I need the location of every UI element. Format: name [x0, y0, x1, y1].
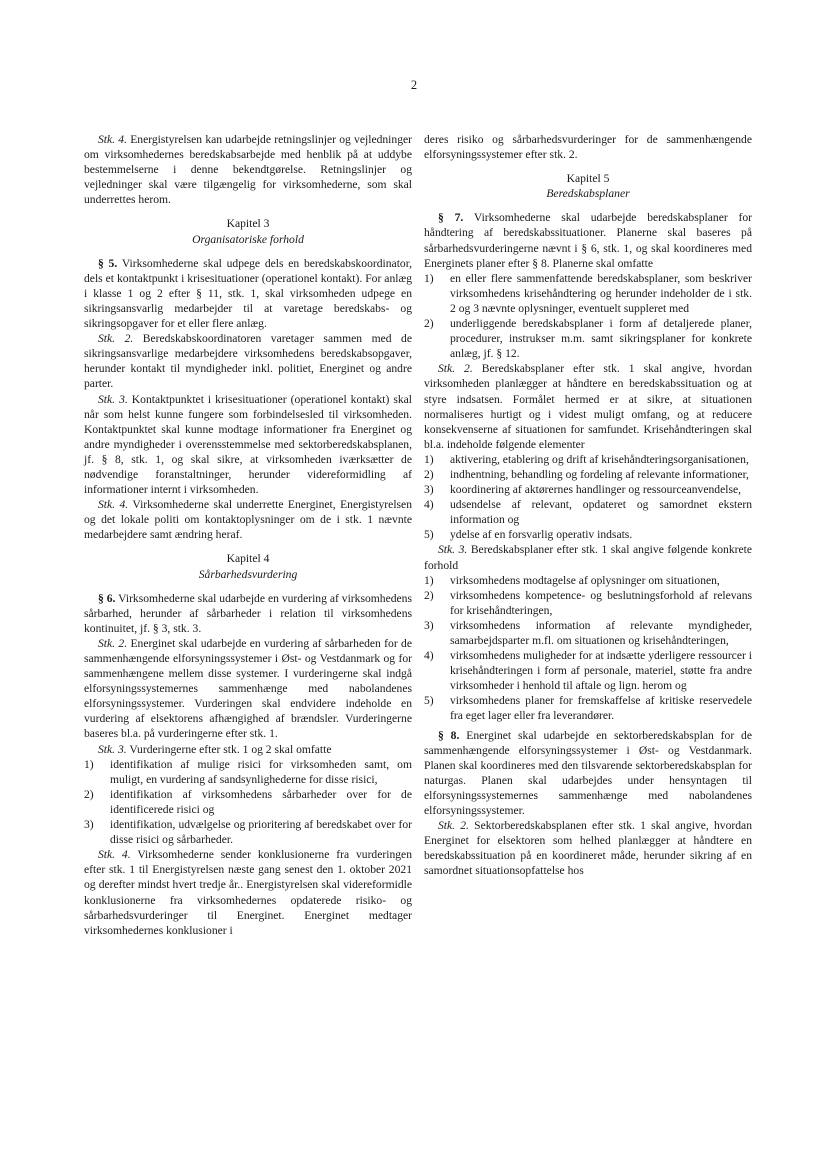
section-7-stk-3-list — [424, 573, 752, 724]
section-text: Energinet skal udarbejde en sektorberedskabsplan for de sammenhængende elforsyningssystemer i Øst- og Vestdanmark. Planen skal koordineres med den tilsvarende sektorberedskabsplan for naturgas. Planen skal udarbejdes under hensyntagen til elforsyningssystemernes sammenhænge med nabolandenes elforsyningssystemer. — [424, 728, 752, 818]
paragraph-text: Energistyrelsen kan udarbejde retningslinjer og vejledninger om virksomhedernes beredskabsarbejde med henblik på at uddybe bestemmelserne i denne bekendtgørelse. Retningslinjer og vejledninger skal være tilgængelig for virksomhederne, som skal underrettes herom. — [84, 133, 413, 207]
section-text: Virksomhederne skal udarbejde beredskabsplaner for håndtering af beredskabssituationer. Planerne skal baseres på sårbarhedsvurderingerne nævnt i § 6, stk. 1, og skal koordineres med Energinets planer efter § 8. Planerne skal omfatte — [424, 211, 753, 270]
section-5-stk-3 — [84, 392, 412, 498]
list-number: 2) — [424, 317, 434, 331]
section-5-stk-2 — [84, 331, 412, 391]
chapter-3-heading: Kapitel 3 — [226, 217, 270, 231]
chapter-4-heading: Kapitel 4 — [226, 552, 270, 566]
stk-text: Sektorberedskabsplanen efter stk. 1 skal angive, hvordan Energinet for elsektoren som helhed planlægger at håndtere en beredskabssituation på en koordineret måde, herunder sikring af en samordnet situationsopfattelse hos — [424, 819, 752, 878]
chapter-4-title: Sårbarhedsvurdering — [198, 567, 298, 581]
stk-text: Virksomhederne sender konklusionerne fra vurderingen efter stk. 1 til Energistyrelsen næste gang senest den 1. oktober 2021 og derefter mindst hvert tredje år.. Energistyrelsen skal videreformidle konklusionerne fra virksomhedernes opdaterede risiko- og sårbarhedsvurderinger til Energinet. Energinet medtager virksomhedernes konklusioner i — [84, 848, 412, 937]
section-6 — [84, 591, 412, 636]
chapter-5-title: Beredskabsplaner — [546, 187, 630, 201]
section-7-stk-2 — [424, 361, 752, 452]
list-text: ydelse af en forsvarlig operativ indsats. — [450, 528, 633, 542]
list-number: 1) — [84, 757, 94, 771]
list-item — [424, 527, 752, 542]
list-item — [424, 573, 752, 588]
section-7-stk-2-list — [424, 452, 752, 543]
stk-label: Stk. 3. — [438, 543, 468, 557]
list-item — [424, 482, 752, 497]
stk-label: Stk. 2. — [438, 819, 469, 833]
stk-label: Stk. 3. — [98, 392, 128, 406]
left-column — [84, 132, 412, 938]
stk-label: Stk. 4. — [98, 498, 129, 512]
section-mark: § 6. — [98, 591, 116, 605]
stk-label: Stk. 2. — [98, 332, 134, 346]
list-text: udsendelse af relevant, opdateret og samordnet ekstern information og — [450, 498, 752, 527]
stk-label: Stk. 4. — [98, 133, 127, 146]
section-6-stk-2 — [84, 636, 412, 742]
list-number: 3) — [424, 483, 434, 497]
list-item — [424, 648, 752, 693]
list-text: koordinering af aktørernes handlinger og ressourceanvendelse, — [450, 483, 742, 497]
list-text: aktivering, etablering og drift af krisehåndteringsorganisationen, — [450, 452, 749, 466]
list-number: 2) — [84, 787, 94, 801]
list-item — [84, 817, 412, 847]
list-number: 1) — [424, 271, 434, 285]
section-mark: § 5. — [98, 256, 118, 270]
section-5 — [84, 256, 412, 331]
list-number: 5) — [424, 694, 434, 708]
stk-text: Beredskabskoordinatoren varetager sammen med de sikringsansvarlige medarbejdere virksomhedens beredskabsopgaver, herunder kontakt til myndigheder inkl. politiet, Energinet og andre parter. — [84, 332, 412, 391]
section-7 — [424, 210, 752, 270]
paragraph-stk4-energistyrelsen — [84, 132, 412, 207]
stk-label: Stk. 3. — [98, 742, 127, 756]
stk-text: Beredskabsplaner efter stk. 1 skal angive følgende konkrete forhold — [424, 543, 753, 572]
section-text: Virksomhederne skal udarbejde en vurdering af virksomhedens sårbarhed, herunder af sårbarheder i relation til virksomhedens kontinuitet, jf. § 3, stk. 3. — [84, 591, 412, 635]
list-number: 2) — [424, 467, 434, 481]
continuation-text: deres risiko og sårbarhedsvurderinger for de sammenhængende elforsyningssystemer efter stk. 2. — [424, 133, 752, 162]
list-number: 1) — [424, 573, 434, 587]
section-7-list — [424, 271, 752, 362]
list-number: 3) — [424, 618, 434, 632]
list-item — [424, 497, 752, 527]
stk-text: Kontaktpunktet i krisesituationer (operationel kontakt) skal når som helst kunne fungere som forbindelsesled til virksomheden. Kontaktpunktet skal kunne modtage informationer fra Energinet og andre myndigheder i overensstemmelse med sektorberedskabsplanen, jf. § 8, stk. 1, og skal sikre, at virksomheden iværksætter de nødvendige foranstaltninger, herunder videreformidling af informationer internt i virksomheden. — [84, 392, 413, 497]
list-number: 4) — [424, 498, 434, 512]
list-item — [424, 467, 752, 482]
list-number: 5) — [424, 528, 434, 542]
list-text: identifikation, udvælgelse og prioritering af beredskabet over for disse risici og sårbarheder. — [110, 818, 412, 847]
right-column — [424, 132, 752, 879]
list-text: virksomhedens kompetence- og beslutningsforhold af relevans for krisehåndteringen, — [450, 588, 752, 617]
list-item — [84, 787, 412, 817]
stk-text: Vurderingerne efter stk. 1 og 2 skal omfatte — [129, 742, 332, 756]
chapter-5-heading: Kapitel 5 — [566, 172, 610, 186]
section-8-stk-2 — [424, 818, 752, 878]
list-number: 2) — [424, 588, 434, 602]
chapter-3-title: Organisatoriske forhold — [192, 232, 304, 246]
list-text: virksomhedens information af relevante myndigheder, samarbejdsparter m.fl. om situationen og krisehåndteringen, — [450, 618, 752, 647]
list-item — [424, 271, 752, 316]
section-6-stk-3-list — [84, 757, 412, 848]
list-text: virksomhedens planer for fremskaffelse af kritiske reservedele fra eget lager eller fra leverandører. — [450, 694, 752, 723]
stk-label: Stk. 2. — [98, 636, 128, 650]
list-number: 1) — [424, 452, 434, 466]
list-text: underliggende beredskabsplaner i form af detaljerede planer, procedurer, instrukser m.m. samt sikringsplaner for konkrete anlæg, jf. § 12. — [450, 317, 752, 361]
section-6-stk-3 — [84, 742, 412, 757]
list-text: indhentning, behandling og fordeling af relevante informationer, — [450, 467, 749, 481]
stk-text: Beredskabsplaner efter stk. 1 skal angive, hvordan virksomheden planlægger at håndtere en beredskabssituation og at styre indsatsen. Formålet hermed er at sikre, at situationen normaliseres hurtigt og i videst muligt omfang, og at reducere konsekvenserne af situationen for samfundet. Krisehåndteringen skal bl.a. indeholde følgende elementer — [424, 362, 753, 451]
list-item — [424, 588, 752, 618]
list-number: 3) — [84, 818, 94, 832]
section-mark: § 8. — [438, 728, 460, 742]
page-number: 2 — [410, 78, 418, 92]
list-text: en eller flere sammenfattende beredskabsplaner, som beskriver virksomhedens krisehåndtering og herunder indeholder de i stk. 2 og 3 nævnte oplysninger, eventuelt suppleret med — [450, 271, 752, 315]
section-7-stk-3 — [424, 542, 752, 572]
section-8 — [424, 728, 752, 819]
section-mark: § 7. — [438, 211, 464, 225]
section-5-stk-4 — [84, 497, 412, 542]
stk-text: Virksomhederne skal underrette Energinet, Energistyrelsen og det lokale politi om kontaktoplysninger om de i stk. 1 nævnte medarbejdere samt ændring heraf. — [84, 498, 412, 542]
list-item — [424, 693, 752, 723]
list-item — [84, 757, 412, 787]
list-text: identifikation af mulige risici for virksomheden samt, om muligt, en vurdering af sandsynlighederne for disse risici, — [110, 757, 412, 786]
list-text: virksomhedens modtagelse af oplysninger om situationen, — [450, 573, 720, 587]
section-6-stk-4 — [84, 847, 412, 938]
stk-label: Stk. 4. — [98, 848, 131, 862]
list-text: virksomhedens muligheder for at indsætte yderligere ressourcer i krisehåndteringen i form af personale, materiel, støtte fra andre virksomheder i henhold til aftale og lign. herom og — [450, 649, 752, 693]
list-text: identifikation af virksomhedens sårbarheder over for de identificerede risici og — [110, 787, 412, 816]
list-item — [424, 316, 752, 361]
list-item — [424, 452, 752, 467]
list-item — [424, 618, 752, 648]
section-text: Virksomhederne skal udpege dels en beredskabskoordinator, dels et kontaktpunkt i krisesituationer (operationel kontakt). For anlæg i klasse 1 og 2 efter § 11, stk. 1, skal virksomheden udpege en sikringsansvarlig medarbejder til at varetage beredskabs- og sikringsopgaver for et eller flere anlæg. — [84, 256, 413, 331]
stk-label: Stk. 2. — [438, 362, 473, 376]
stk-text: Energinet skal udarbejde en vurdering af sårbarheden for de sammenhængende elforsyningssystemer i Øst- og Vestdanmark og for sammenhængene mellem disse systemer. I vurderingerne skal indgå elforsyningssystemernes sammenhænge med nabolandenes elforsyningssystemer. Vurderingen skal endvidere indeholde en vurdering af elsektorens afhængighed af brændsler. Vurderingerne baseres bl.a. på vurderingerne efter stk. 1. — [84, 636, 412, 741]
list-number: 4) — [424, 649, 434, 663]
